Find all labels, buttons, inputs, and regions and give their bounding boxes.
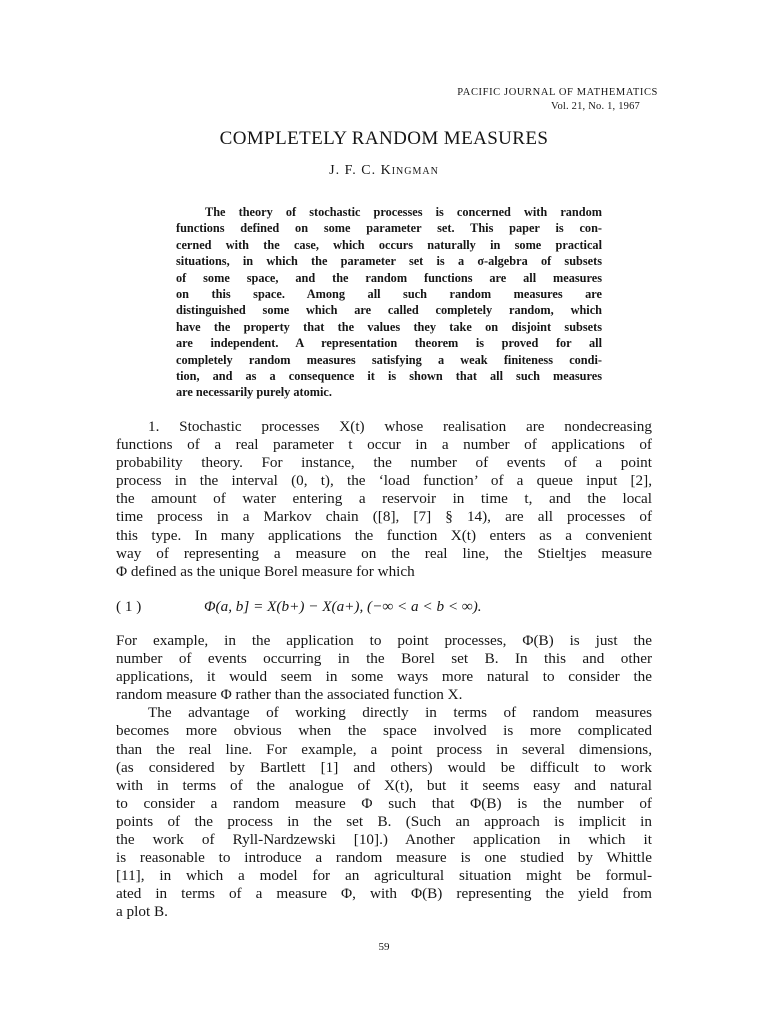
- author-initials: J. F. C.: [329, 163, 377, 178]
- body-line: way of representing a measure on the real line, the Stieltjes measure: [116, 544, 652, 562]
- abstract-line: The theory of stochastic processes is concerned with random: [205, 205, 602, 219]
- abstract-line: on this space. Among all such random measures are: [176, 286, 602, 301]
- abstract-line: completely random measures satisfying a weak finiteness condi-: [176, 352, 602, 367]
- abstract-line: distinguished some which are called completely random, which: [176, 303, 602, 318]
- journal-header: [457, 86, 658, 114]
- abstract: [176, 204, 602, 401]
- body-line: applications, it would seem in some ways more natural to consider the: [116, 668, 652, 686]
- page-number: 59: [378, 941, 390, 953]
- body-line: The advantage of working directly in terms of random measures: [148, 704, 652, 722]
- paper-title: COMPLETELY RANDOM MEASURES: [219, 128, 549, 149]
- author-line: [0, 163, 768, 179]
- body-line: is reasonable to introduce a random measure is one studied by Whittle: [116, 849, 652, 867]
- abstract-line: are independent. A representation theorem is proved for all: [176, 336, 602, 351]
- body-line: number of events occurring in the Borel set B. In this and other: [116, 650, 652, 668]
- body-line: random measure Φ rather than the associated function X.: [116, 686, 463, 704]
- body-line: a plot B.: [116, 903, 168, 921]
- abstract-line: functions defined on some parameter set. This paper is con-: [176, 221, 602, 236]
- body-line: to consider a random measure Φ such that Φ(B) is the number of: [116, 794, 652, 812]
- equation-number: ( 1 ): [116, 598, 142, 615]
- body-line: the amount of water entering a reservoir in time t, and the local: [116, 490, 652, 508]
- body-line: ated in terms of a measure Φ, with Φ(B) representing the yield from: [116, 885, 652, 903]
- abstract-line: tion, and as a consequence it is shown that all such measures: [176, 368, 602, 383]
- body-line: For example, in the application to point processes, Φ(B) is just the: [116, 632, 652, 649]
- body-line: becomes more obvious when the space involved is more complicated: [116, 722, 652, 740]
- body-line: probability theory. For instance, the number of events of a point: [116, 454, 652, 472]
- abstract-line: have the property that the values they take on disjoint subsets: [176, 319, 602, 334]
- equation-expression: Φ(a, b] = X(b+) − X(a+), (−∞ < a < b < ∞).: [204, 598, 482, 615]
- body-line: this type. In many applications the function X(t) enters as a convenient: [116, 526, 652, 544]
- body-line: [11], in which a model for an agricultural situation might be formul-: [116, 867, 652, 885]
- body-line: the work of Ryll-Nardzewski [10].) Another application in which it: [116, 831, 652, 849]
- journal-volume: Vol. 21, No. 1, 1967: [551, 101, 640, 112]
- body-line: Φ defined as the unique Borel measure for which: [116, 562, 415, 580]
- body-line: functions of a real parameter t occur in a number of applications of: [116, 436, 652, 454]
- equation-1: [116, 598, 652, 618]
- body-line: than the real line. For example, a point process in several dimensions,: [116, 740, 652, 758]
- section-1-paragraph: [116, 418, 652, 581]
- journal-name: PACIFIC JOURNAL OF MATHEMATICS: [457, 87, 658, 98]
- section-1-continuation: [116, 632, 652, 922]
- author-surname: Kingman: [380, 163, 439, 178]
- body-line: process in the interval (0, t), the ‘load function’ of a queue input [2],: [116, 472, 652, 490]
- abstract-line: are necessarily purely atomic.: [176, 385, 332, 400]
- abstract-line: cerned with the case, which occurs naturally in some practical: [176, 237, 602, 252]
- body-line: (as considered by Bartlett [1] and others) would be difficult to work: [116, 758, 652, 776]
- abstract-line: situations, in which the parameter set is a σ-algebra of subsets: [176, 254, 602, 269]
- abstract-line: of some space, and the random functions are all measures: [176, 270, 602, 285]
- body-line: time process in a Markov chain ([8], [7] § 14), are all processes of: [116, 508, 652, 526]
- body-line: with in terms of the analogue of X(t), but it seems easy and natural: [116, 776, 652, 794]
- body-line: 1. Stochastic processes X(t) whose realisation are nondecreasing: [148, 418, 652, 435]
- body-line: points of the process in the set B. (Such an approach is implicit in: [116, 812, 652, 830]
